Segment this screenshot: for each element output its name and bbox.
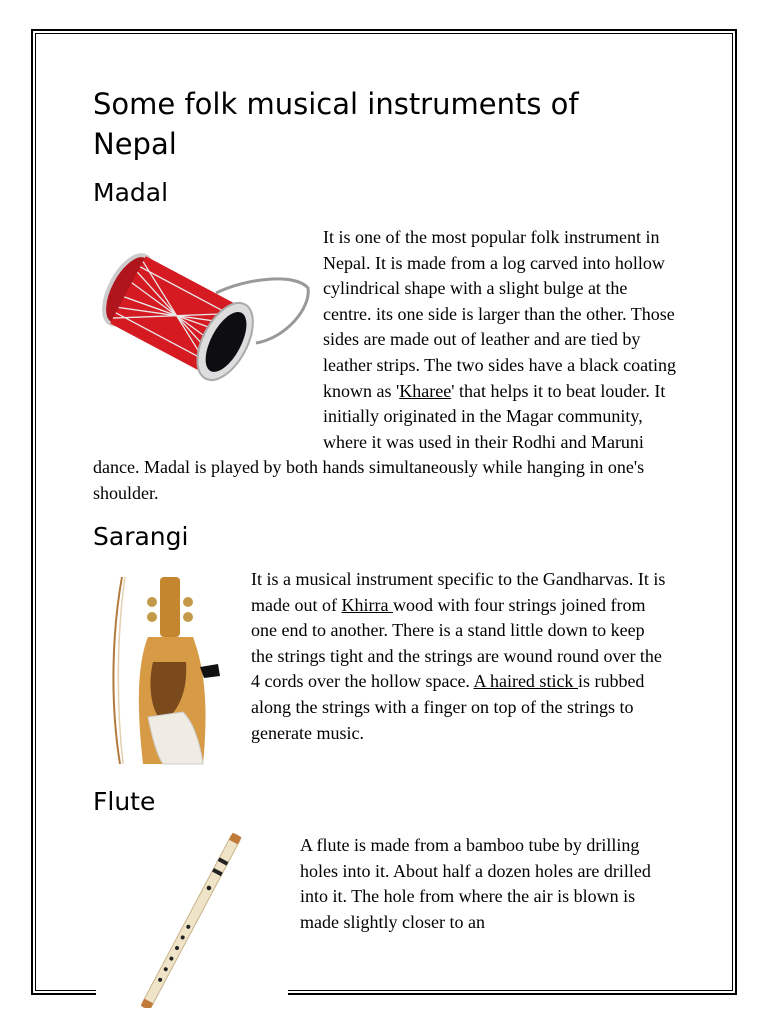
sarangi-text-1: It is a musical instrument specific to the Gandharvas. It is made out of: [251, 569, 666, 615]
khirra-link[interactable]: Khirra: [341, 594, 393, 615]
sarangi-text-2: wood with four strings joined from one end to another. There is a stand little down to keep the strings tight and the strings are wound round over the 4 cords over the hollow space.: [251, 594, 662, 692]
flute-paragraph: A flute is made from a bamboo tube by drilling holes into it. About half a dozen holes are drilled into it. The hole from where the air is blown is made slightly closer to an: [300, 835, 651, 932]
sarangi-paragraph: [251, 567, 671, 746]
madal-text-2: ' that helps it to beat louder. It initially originated in the Magar community, where it was used in their Rodhi and Maruni dance. Madal is played by both hands simultaneously while hanging in one's shoulder.: [93, 380, 666, 503]
section-heading-flute: Flute: [93, 787, 156, 816]
section-heading-sarangi: Sarangi: [93, 522, 189, 551]
madal-text-1: It is one of the most popular folk instrument in Nepal. It is made from a log carved into hollow cylindrical shape with a slight bulge at the centre. its one side is larger than the other. Those sides are made out of leather and are tied by leather strips. The two sides have a black coating known as ': [323, 227, 677, 401]
haired-stick-link[interactable]: A haired stick: [473, 671, 578, 692]
page-title: Some folk musical instruments of Nepal: [93, 87, 579, 161]
kharee-link[interactable]: Kharee: [399, 380, 452, 401]
madal-paragraph: [93, 225, 678, 507]
section-heading-madal: Madal: [93, 178, 169, 207]
sarangi-image: [108, 572, 226, 767]
flute-image: [96, 832, 288, 1008]
madal-image-spacer: [93, 225, 323, 431]
sarangi-text-3: is rubbed along the strings with a finger on top of the strings to generate music.: [251, 671, 645, 743]
